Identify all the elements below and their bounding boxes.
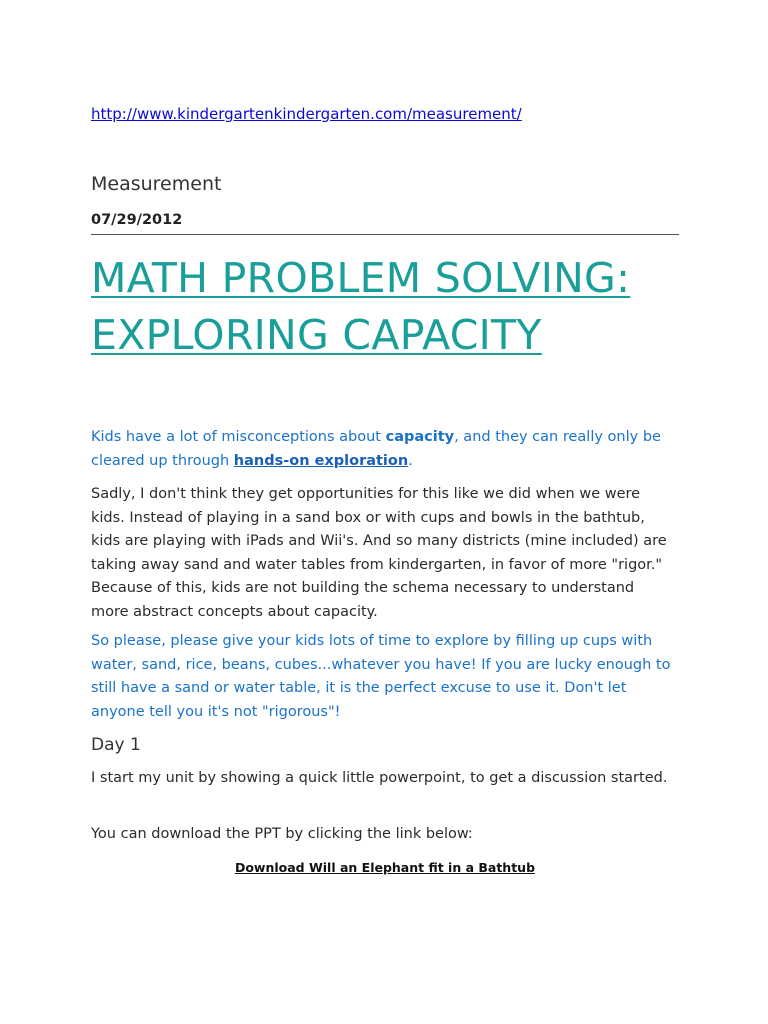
section-title: Measurement — [91, 173, 222, 195]
intro-text-2: , and they can really only be cleared up through — [91, 429, 661, 469]
paragraph-start-unit: I start my unit by showing a quick little powerpoint, to get a discussion started. — [91, 770, 668, 786]
intro-highlight: capacity — [385, 429, 455, 445]
intro-text-3: . — [408, 452, 413, 469]
post-date: 07/29/2012 — [91, 212, 183, 228]
intro-paragraph — [91, 426, 671, 473]
post-title-link[interactable]: MATH PROBLEM SOLVING: EXPLORING CAPACITY — [91, 254, 631, 359]
paragraph-download-info: You can download the PPT by clicking the link below: — [91, 826, 473, 842]
intro-text-1: Kids have a lot of misconceptions about — [91, 429, 386, 445]
day-heading: Day 1 — [91, 735, 141, 755]
hands-on-exploration-link[interactable]: hands-on exploration — [233, 452, 409, 469]
divider — [91, 234, 679, 235]
paragraph-please: So please, please give your kids lots of time to explore by filling up cups with water, sand, rice, beans, cubes...whatever you have! If you are lucky enough to still have a sand or water table, it is the perfect excuse to use it. Don't let anyone tell you it's not "rigorous"! — [91, 633, 671, 720]
paragraph-sadly: Sadly, I don't think they get opportunities for this like we did when we were kids. Instead of playing in a sand box or with cups and bowls in the bathtub, kids are playing with iPads and Wii's. And so many districts (mine included) are taking away sand and water tables from kindergarten, in favor of more "rigor." Because of this, kids are not building the schema necessary to understand more abstract concepts about capacity. — [91, 486, 667, 620]
source-url-link[interactable]: http://www.kindergartenkindergarten.com/measurement/ — [91, 105, 522, 123]
download-ppt-link[interactable]: Download Will an Elephant fit in a Bathtub — [234, 860, 536, 875]
